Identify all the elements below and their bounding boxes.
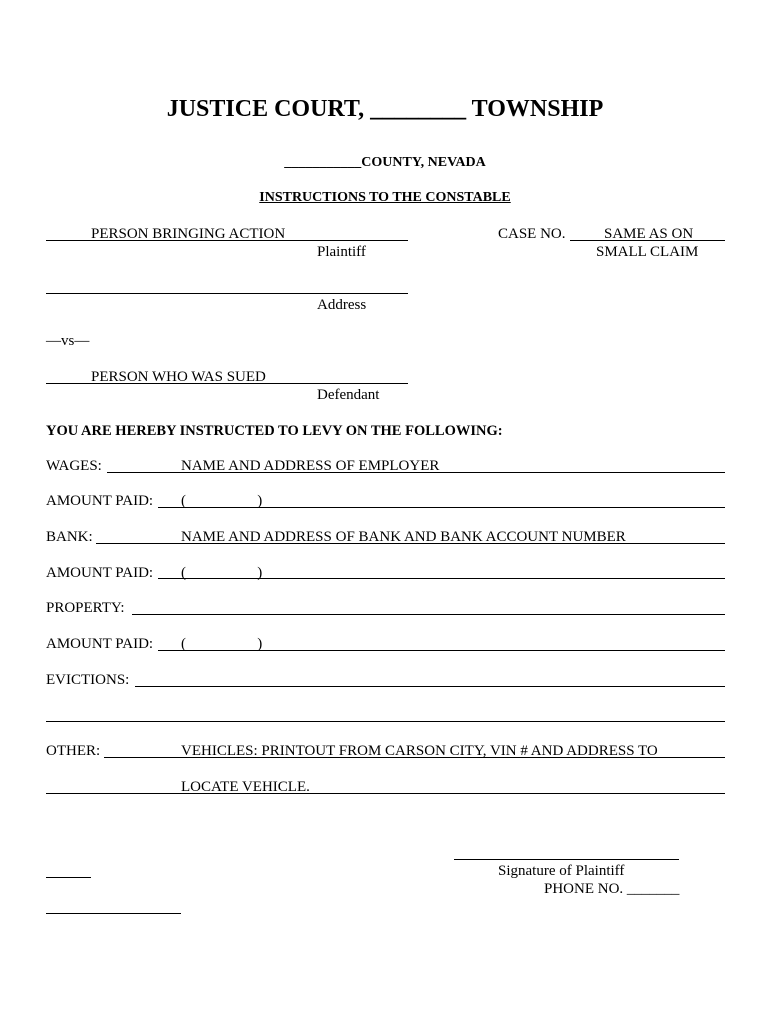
other-line-2 (46, 793, 725, 794)
amount-paid-paren-1[interactable]: ( ) (181, 493, 263, 509)
bank-value[interactable]: NAME AND ADDRESS OF BANK AND BANK ACCOUNT NUMBER (181, 529, 626, 545)
signature-line[interactable] (454, 859, 679, 860)
case-no-sub: SMALL CLAIM (596, 244, 699, 260)
other-value-1[interactable]: VEHICLES: PRINTOUT FROM CARSON CITY, VIN # AND ADDRESS TO (181, 743, 658, 759)
date-line-short[interactable] (46, 877, 91, 878)
evictions-line-2[interactable] (46, 721, 725, 722)
amount-paid-label-3: AMOUNT PAID: (46, 636, 154, 652)
signature-label: Signature of Plaintiff (498, 863, 625, 879)
property-line[interactable] (132, 614, 725, 615)
plaintiff-label: Plaintiff (317, 244, 366, 260)
versus-text: —vs— (46, 333, 90, 349)
defendant-label: Defendant (317, 387, 380, 403)
amount-paid-label-2: AMOUNT PAID: (46, 565, 154, 581)
amount-paid-label-1: AMOUNT PAID: (46, 493, 154, 509)
wages-label: WAGES: (46, 458, 102, 474)
property-label: PROPERTY: (46, 600, 125, 616)
other-value-2[interactable]: LOCATE VEHICLE. (181, 779, 310, 795)
other-label: OTHER: (46, 743, 101, 759)
form-subtitle: INSTRUCTIONS TO THE CONSTABLE (259, 190, 511, 205)
evictions-line-1[interactable] (135, 686, 725, 687)
amount-paid-paren-2[interactable]: ( ) (181, 565, 263, 581)
bank-label: BANK: (46, 529, 93, 545)
case-no-value[interactable]: SAME AS ON (604, 226, 694, 242)
address-label: Address (317, 297, 367, 313)
county-line: ___________COUNTY, NEVADA (284, 155, 486, 170)
address-line[interactable] (46, 293, 408, 294)
plaintiff-name[interactable]: PERSON BRINGING ACTION (91, 226, 286, 242)
evictions-label: EVICTIONS: (46, 672, 130, 688)
amount-paid-paren-3[interactable]: ( ) (181, 636, 263, 652)
levy-instruction: YOU ARE HEREBY INSTRUCTED TO LEVY ON THE FOLLOWING: (46, 423, 503, 439)
wages-value[interactable]: NAME AND ADDRESS OF EMPLOYER (181, 458, 440, 474)
case-no-label: CASE NO. (498, 226, 566, 242)
defendant-name[interactable]: PERSON WHO WAS SUED (91, 369, 266, 385)
document-title: JUSTICE COURT, ________ TOWNSHIP (166, 96, 604, 122)
date-line-long[interactable] (46, 913, 181, 914)
phone-label[interactable]: PHONE NO. _______ (544, 881, 680, 897)
